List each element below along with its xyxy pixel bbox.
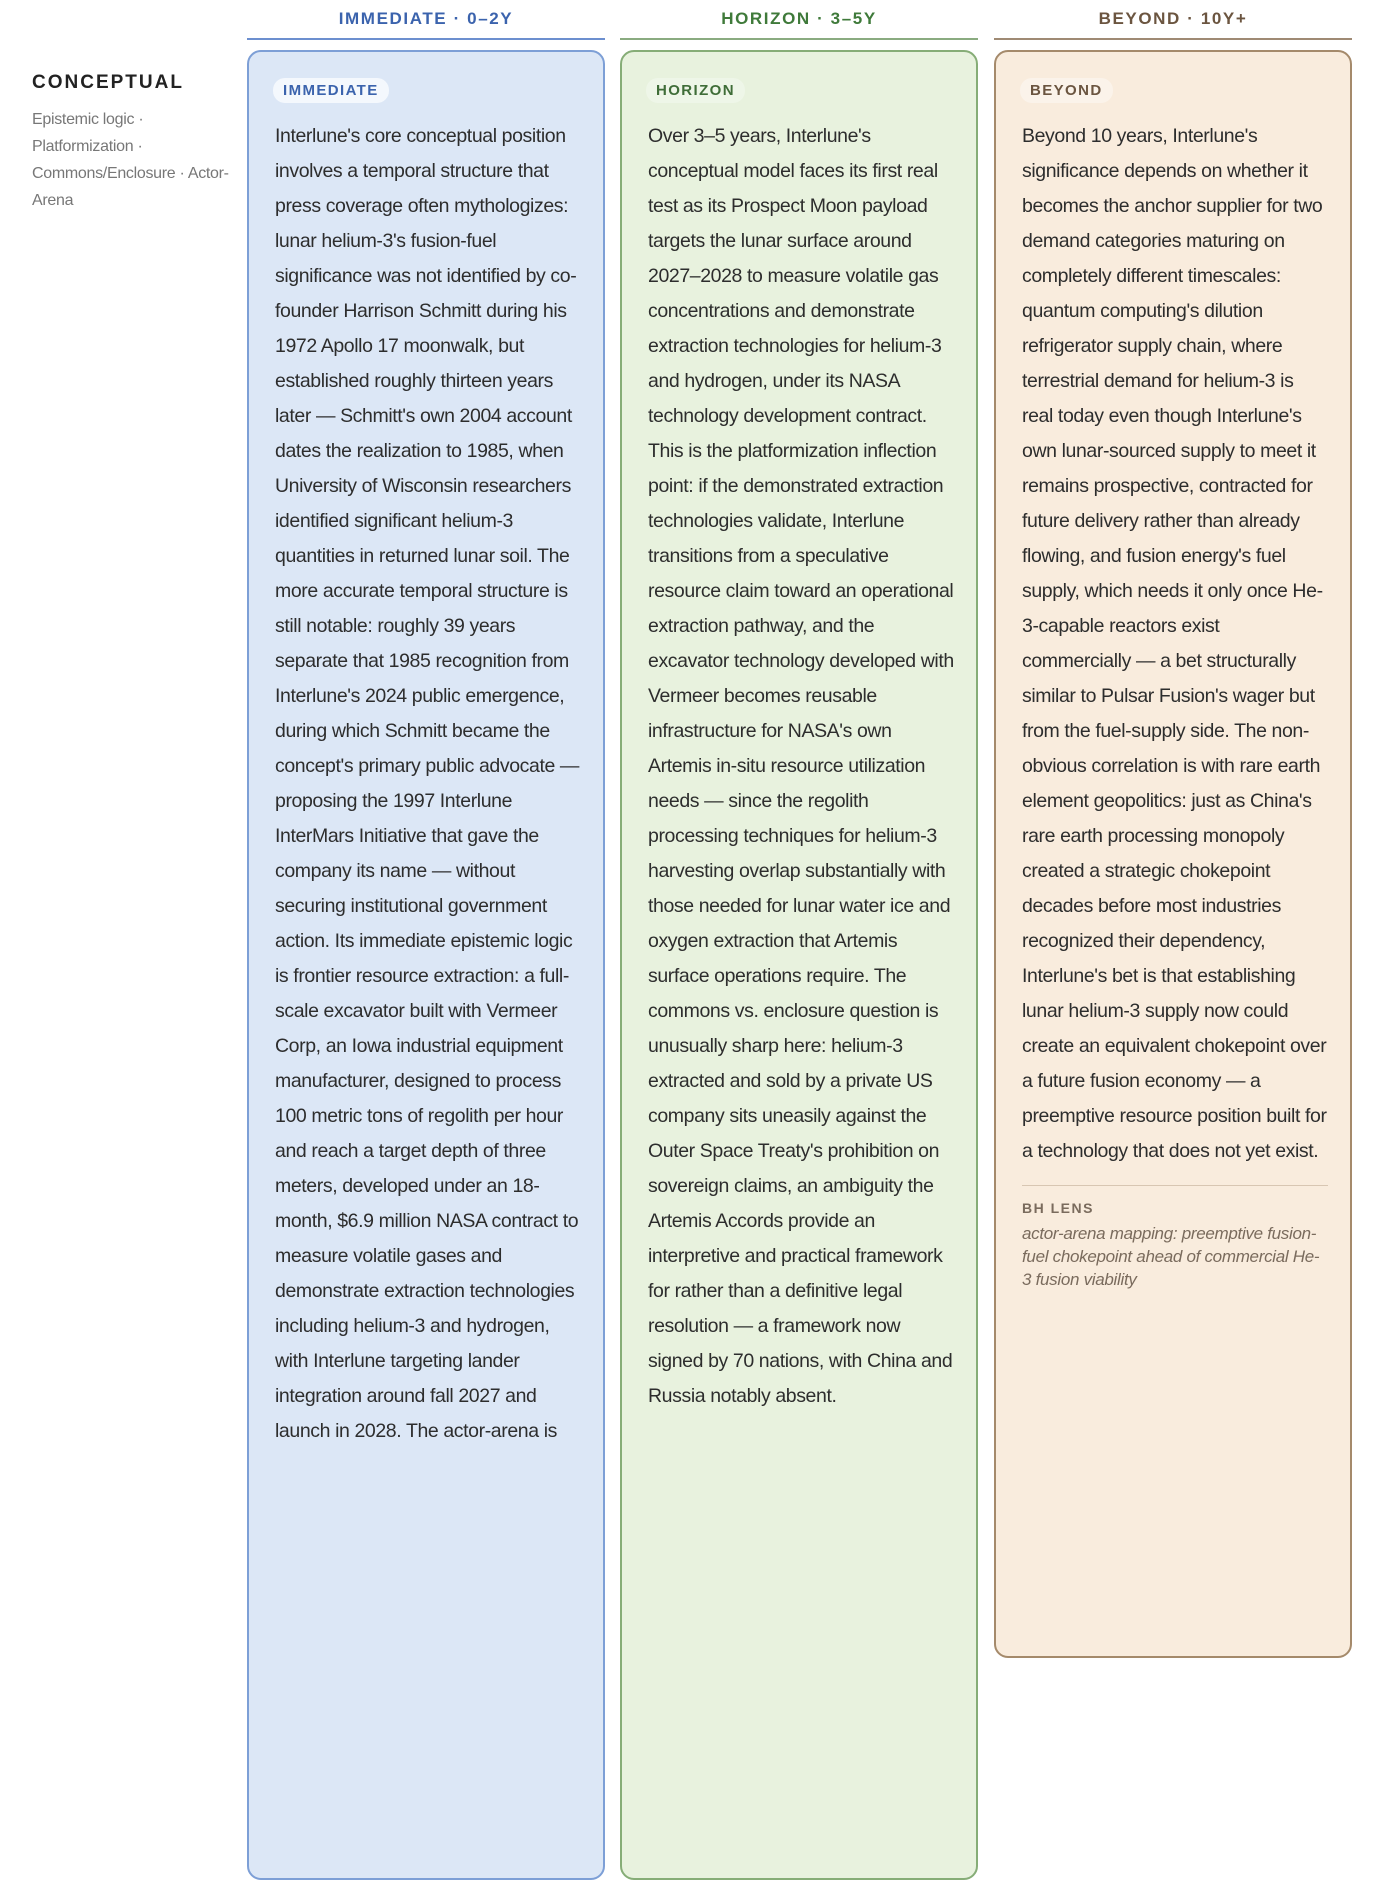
- card-immediate: [247, 50, 605, 1880]
- bh-lens: [1022, 1185, 1328, 1291]
- card-text-immediate: Interlune's core conceptual position involves a temporal structure that press coverage often mythologizes: lunar helium-3's fusion-fuel significance was not identified by co-founder Harrison Schmitt during his 1972 Apollo 17 moonwalk, but established roughly thirteen years later — Schmitt's own 2004 account dates the realization to 1985, when University of Wisconsin researchers identified significant helium-3 quantities in returned lunar soil. The more accurate temporal structure is still notable: roughly 39 years separate that 1985 recognition from Interlune's 2024 public emergence, during which Schmitt became the concept's primary public advocate — proposing the 1997 Interlune InterMars Initiative that gave the company its name — without securing institutional government action. Its immediate epistemic logic is frontier resource extraction: a full-scale excavator built with Vermeer Corp, an Iowa industrial equipment manufacturer, designed to process 100 metric tons of regolith per hour and reach a target depth of three meters, developed under an 18-month, $6.9 million NASA contract to measure volatile gases and demonstrate extraction technologies including helium-3 and hydrogen, with Interlune targeting lander integration around fall 2027 and launch in 2028. The actor-arena is: [275, 125, 580, 1442]
- row-subtitle: Epistemic logic · Platformization · Commons/Enclosure · Actor-Arena: [32, 111, 229, 209]
- card-text-beyond: Beyond 10 years, Interlune's significance depends on whether it becomes the anchor supplier for two demand categories maturing on completely different timescales: quantum computing's dilution refrigerator supply chain, where terrestrial demand for helium-3 is real today even though Interlune's own lunar-sourced supply to meet it remains prospective, contracted for future delivery rather than already flowing, and fusion energy's fuel supply, which needs it only once He-3-capable reactors exist commercially — a bet structurally similar to Pulsar Fusion's wager but from the fuel-supply side. The non-obvious correlation is with rare earth element geopolitics: just as China's rare earth processing monopoly created a strategic chokepoint decades before most industries recognized their dependency, Interlune's bet is that establishing lunar helium-3 supply now could create an equivalent chokepoint over a future fusion economy — a preemptive resource position built for a technology that does not yet exist.: [1022, 125, 1327, 1162]
- badge-beyond: BEYOND: [1020, 78, 1113, 103]
- column-header-beyond: BEYOND · 10Y+: [994, 0, 1352, 40]
- badge-immediate: IMMEDIATE: [273, 78, 389, 103]
- column-header-immediate: IMMEDIATE · 0–2Y: [247, 0, 605, 40]
- badge-horizon: HORIZON: [646, 78, 745, 103]
- bh-lens-label: BH LENS: [1022, 1200, 1094, 1216]
- column-header-horizon: HORIZON · 3–5Y: [620, 0, 978, 40]
- row-label: [32, 72, 232, 214]
- card-text-horizon: Over 3–5 years, Interlune's conceptual model faces its first real test as its Prospect Moon payload targets the lunar surface around 2027–2028 to measure volatile gas concentrations and demonstrate extraction technologies for helium-3 and hydrogen, under its NASA technology development contract. This is the platformization inflection point: if the demonstrated extraction technologies validate, Interlune transitions from a speculative resource claim toward an operational extraction pathway, and the excavator technology developed with Vermeer becomes reusable infrastructure for NASA's own Artemis in-situ resource utilization needs — since the regolith processing techniques for helium-3 harvesting overlap substantially with those needed for lunar water ice and oxygen extraction that Artemis surface operations require. The commons vs. enclosure question is unusually sharp here: helium-3 extracted and sold by a private US company sits uneasily against the Outer Space Treaty's prohibition on sovereign claims, an ambiguity the Artemis Accords provide an interpretive and practical framework for rather than a definitive legal resolution — a framework now signed by 70 nations, with China and Russia notably absent.: [648, 125, 954, 1407]
- card-horizon: [620, 50, 978, 1880]
- row-title: CONCEPTUAL: [32, 72, 184, 93]
- bh-lens-text: actor-arena mapping: preemptive fusion-fuel chokepoint ahead of commercial He-3 fusion viability: [1022, 1224, 1320, 1289]
- card-beyond: [994, 50, 1352, 1658]
